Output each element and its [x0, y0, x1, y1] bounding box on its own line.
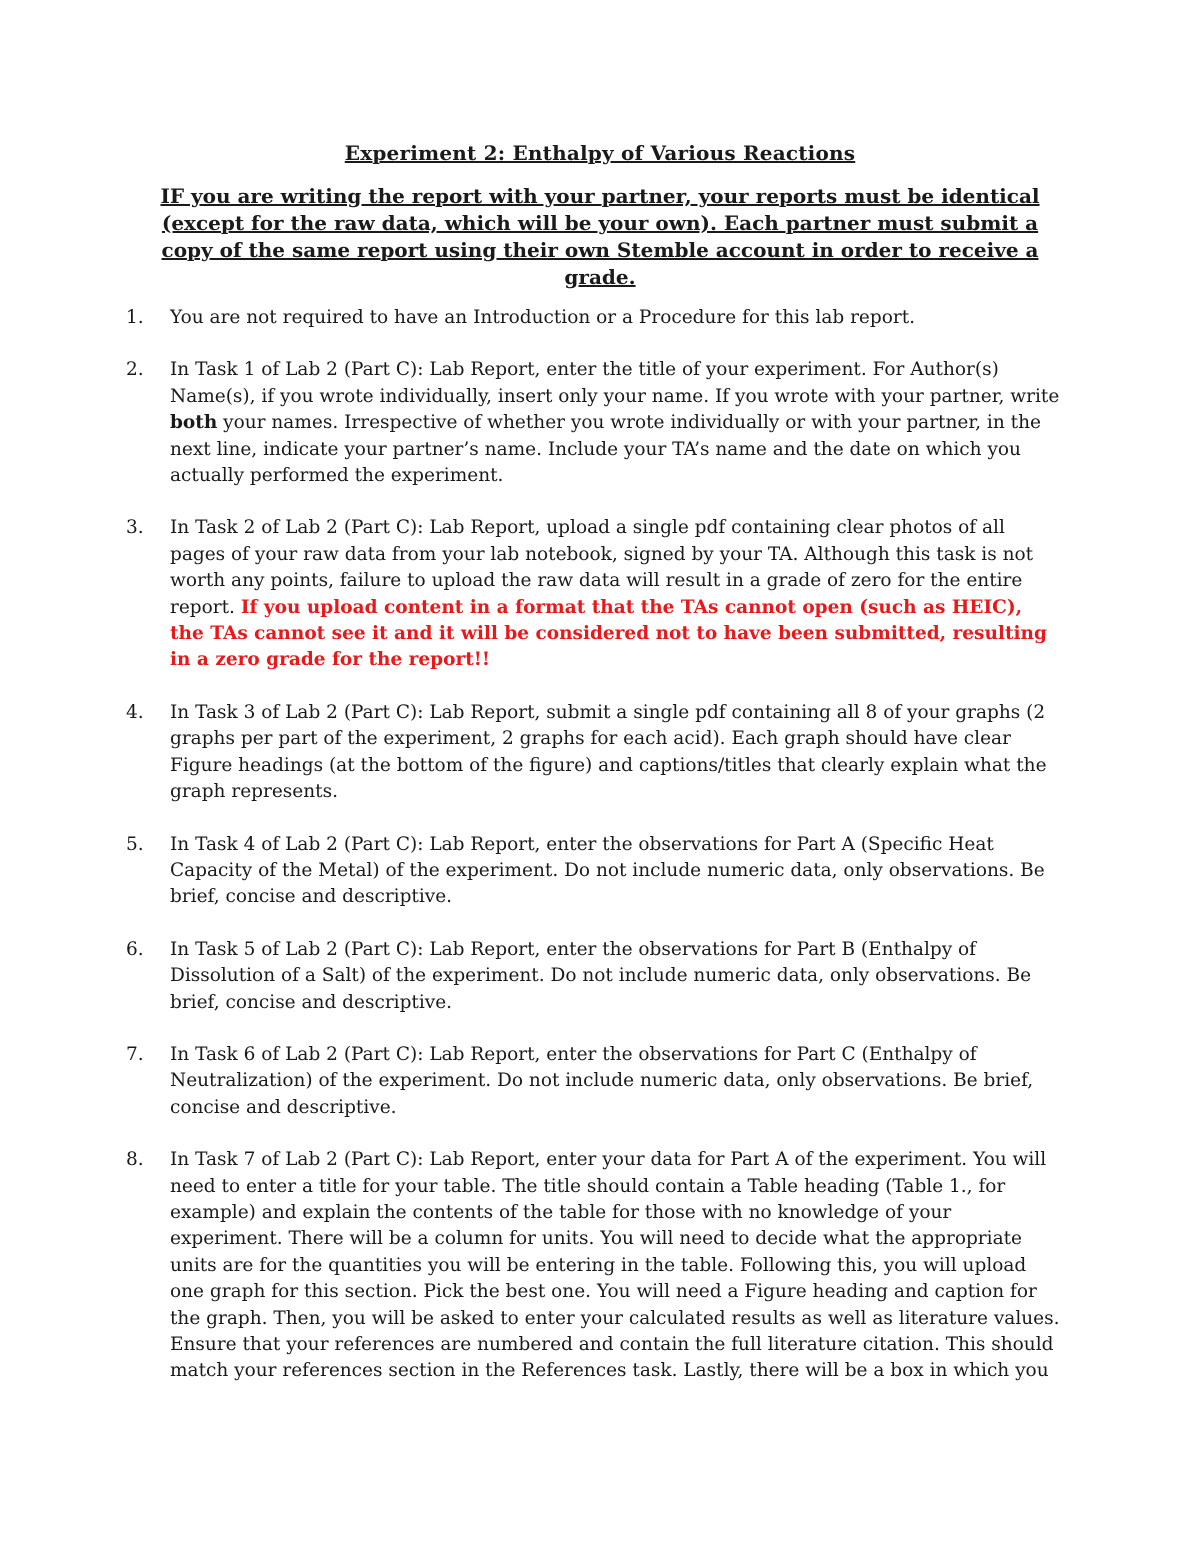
list-item — [126, 832, 1061, 911]
item-text: In Task 6 of Lab 2 (Part C): Lab Report, enter the observations for Part C (Enthalpy of Neutralization) of the experiment. Do not include numeric data, only observations. Be brief, concise and descriptive. — [170, 1043, 1034, 1118]
list-item — [126, 305, 1061, 331]
item-number: 3. — [126, 517, 144, 539]
list-item — [126, 1147, 1061, 1385]
partner-notice: IF you are writing the report with your partner, your reports must be identical (except for the raw data, which will be your own). Each partner must submit a copy of the same report using their own Stemble account in order to receive a grade. — [160, 184, 1040, 289]
item-text: In Task 2 of Lab 2 (Part C): Lab Report, upload a single pdf containing clear photos of all pages of your raw data from your lab notebook, signed by your TA. Although this task is not worth any points, failure to upload the raw data will result in a grade of zero for the entire report. — [170, 517, 1034, 618]
item-number: 7. — [126, 1043, 144, 1065]
instruction-list — [126, 305, 1061, 1411]
item-text-continued: your names. Irrespective of whether you wrote individually or with your partner, in the next line, indicate your partner’s name. Include your TA’s name and the date on which you actually performed the experiment. — [170, 412, 1041, 487]
item-number: 2. — [126, 359, 144, 381]
list-item — [126, 357, 1061, 489]
list-item — [126, 1042, 1061, 1121]
item-number: 6. — [126, 938, 144, 960]
item-text: In Task 5 of Lab 2 (Part C): Lab Report, enter the observations for Part B (Enthalpy of Dissolution of a Salt) of the experiment. Do not include numeric data, only observations. Be brief, concise and descriptive. — [170, 938, 1032, 1013]
list-item — [126, 937, 1061, 1016]
document-title: Experiment 2: Enthalpy of Various Reactions — [344, 141, 856, 165]
item-number: 8. — [126, 1149, 144, 1171]
item-emphasis: both — [170, 412, 218, 434]
item-text: You are not required to have an Introduction or a Procedure for this lab report. — [170, 307, 916, 328]
item-number: 5. — [126, 833, 144, 855]
item-number: 4. — [126, 701, 144, 723]
item-text: In Task 3 of Lab 2 (Part C): Lab Report, submit a single pdf containing all 8 of your graphs (2 graphs per part of the experiment, 2 graphs for each acid). Each graph should have clear Figure headings (at the bottom of the figure) and captions/titles that clearly explain what the graph represents. — [170, 701, 1047, 803]
format-warning: If you upload content in a format that the TAs cannot open (such as HEIC), the TAs cannot see it and it will be considered not to have been submitted, resulting in a zero grade for the report!! — [170, 596, 1047, 671]
item-text: In Task 7 of Lab 2 (Part C): Lab Report, enter your data for Part A of the experiment. You will need to enter a title for your table. The title should contain a Table heading (Table 1., for example) and explain the contents of the table for those with no knowledge of your experiment. There will be a column for units. You will need to decide what the appropriate units are for the quantities you will be entering in the table. Following this, you will upload one graph for this section. Pick the best one. You will need a Figure heading and caption for the graph. Then, you will be asked to enter your calculated results as well as literature values. Ensure that your references are numbered and contain the full literature citation. This should match your references section in the References task. Lastly, there will be a box in which you — [170, 1149, 1060, 1382]
item-text: In Task 1 of Lab 2 (Part C): Lab Report, enter the title of your experiment. For Author(s) Name(s), if you wrote individually, insert only your name. If you wrote with your partner, write — [170, 359, 1060, 407]
item-number: 1. — [126, 307, 144, 328]
list-item — [126, 700, 1061, 806]
item-text: In Task 4 of Lab 2 (Part C): Lab Report, enter the observations for Part A (Specific Heat Capacity of the Metal) of the experiment. Do not include numeric data, only observations. Be brief, concise and descriptive. — [170, 833, 1045, 908]
list-item — [126, 515, 1061, 673]
